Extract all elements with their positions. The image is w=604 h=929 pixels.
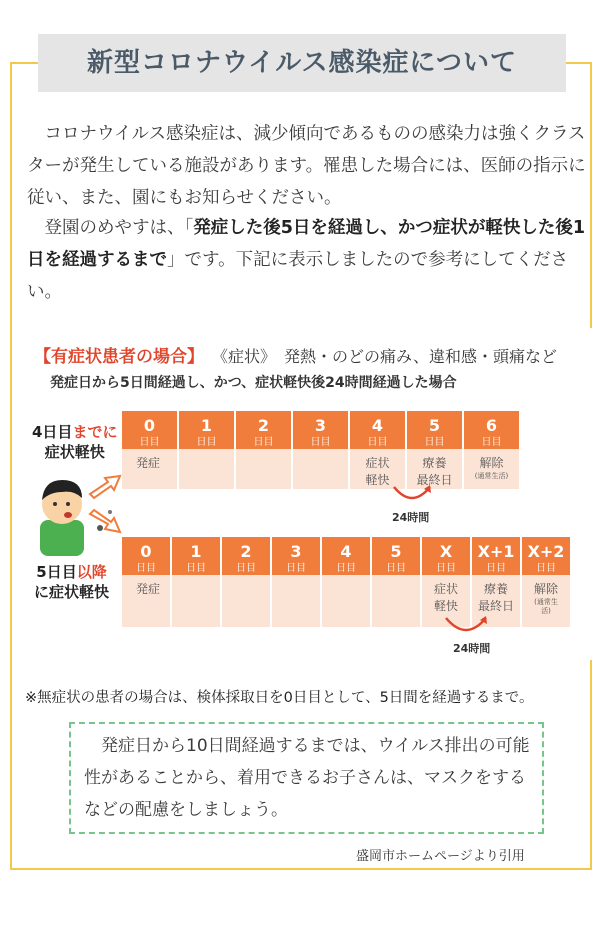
timeline-bottom-day-cell: 0 日目 [122,537,172,575]
child-mouth [64,512,72,518]
timeline-top-day-cell: 1 日目 [179,411,236,449]
attendance-prefix: 登園のめやすは、「 [27,218,194,238]
timeline-bottom-empty [322,575,372,627]
timeline-top-header [122,411,521,449]
timeline-top-release: 解除 (通常生活) [464,449,521,489]
hours-top: 24時間 [392,511,430,524]
label-top-b: までに [72,423,118,441]
attendance-suffix: 」です。下記に表示しましたので参考にしてください。 [27,250,569,302]
timeline-bottom-empty [372,575,422,627]
arrow-24h-bottom-icon [442,614,490,636]
child-eye-right [66,502,70,506]
timeline-bottom-empty [272,575,322,627]
timeline-top-improve: 症状 軽快 [350,449,407,489]
timeline-top-empty [179,449,236,489]
timeline-bottom-day-cell: 4 日目 [322,537,372,575]
timeline-top-day-cell: 2 日目 [236,411,293,449]
timeline-bottom-empty [222,575,272,627]
timeline-top-end: 療養 最終日 [407,449,464,489]
timeline-top-body [122,449,521,489]
child-eye-left [53,502,57,506]
page-title: 新型コロナウイルス感染症について [87,48,517,78]
timeline-bottom-day-cell: X+1 日目 [472,537,522,575]
label-top-c: 症状軽快 [44,443,105,461]
timeline-bottom-day-cell: X+2 日目 [522,537,572,575]
timeline-bottom-day-cell: 3 日目 [272,537,322,575]
label-top-a: 4日目 [32,423,73,441]
case-heading: 【有症状患者の場合】 [34,347,204,367]
timeline-bottom-day-cell: 1 日目 [172,537,222,575]
timeline-bottom-day-cell: 2 日目 [222,537,272,575]
timeline-top-day-cell: 3 日目 [293,411,350,449]
timeline-top-empty [293,449,350,489]
label-bottom [34,562,109,602]
arrow-down-icon [88,508,122,538]
timeline-bottom-release: 解除 (通常生 活) [522,575,572,627]
timeline-top-empty [236,449,293,489]
timeline-top-day-cell: 6 日目 [464,411,521,449]
attendance-paragraph [27,212,587,308]
timeline-bottom-empty [172,575,222,627]
timeline-bottom-body [122,575,572,627]
timeline-bottom-day-cell: X 日目 [422,537,472,575]
asymptomatic-note: ※無症状の患者の場合は、検体採取日を0日目として、5日間を経過するまで。 [25,690,534,706]
timeline-bottom-header [122,537,572,575]
arrow-up-icon [88,470,122,500]
label-bottom-c: に症状軽快 [34,583,110,601]
intro-paragraph: コロナウイルス感染症は、減少傾向であるものの感染力は強くクラスターが発生している施設があります。罹患した場合には、医師の指示に従い、また、園にもお知らせください。 [27,124,586,208]
timeline-top-onset: 発症 [122,449,179,489]
source-credit: 盛岡市ホームページより引用 [356,849,525,864]
timeline-top-day-cell: 5 日目 [407,411,464,449]
arrow-24h-top-icon [390,483,434,503]
child-body [40,520,84,556]
mask-notice-text: 発症日から10日間経過するまでは、ウイルス排出の可能性があることから、着用できるお子さんは、マスクをするなどの配慮をしましょう。 [84,736,530,820]
hours-bottom: 24時間 [453,642,491,655]
symptoms-text: 《症状》 発熱・のどの痛み、違和感・頭痛など [212,347,557,366]
timeline-top-day-cell: 4 日目 [350,411,407,449]
criteria-subheading: 発症日から5日間経過し、かつ、症状軽快後24時間経過した場合 [50,375,457,391]
timeline-bottom-end: 療養 最終日 [472,575,522,627]
timeline-top-day-cell: 0 日目 [122,411,179,449]
timeline-bottom-day-cell: 5 日目 [372,537,422,575]
attendance-criteria: 発症した後5日を経過し、かつ症状が軽快した後1日を経過するまで [27,218,586,270]
label-bottom-b: 以降 [76,563,107,581]
label-bottom-a: 5日目 [36,563,77,581]
timeline-bottom-improve: 症状 軽快 [422,575,472,627]
label-top [32,422,117,462]
timeline-bottom-onset: 発症 [122,575,172,627]
